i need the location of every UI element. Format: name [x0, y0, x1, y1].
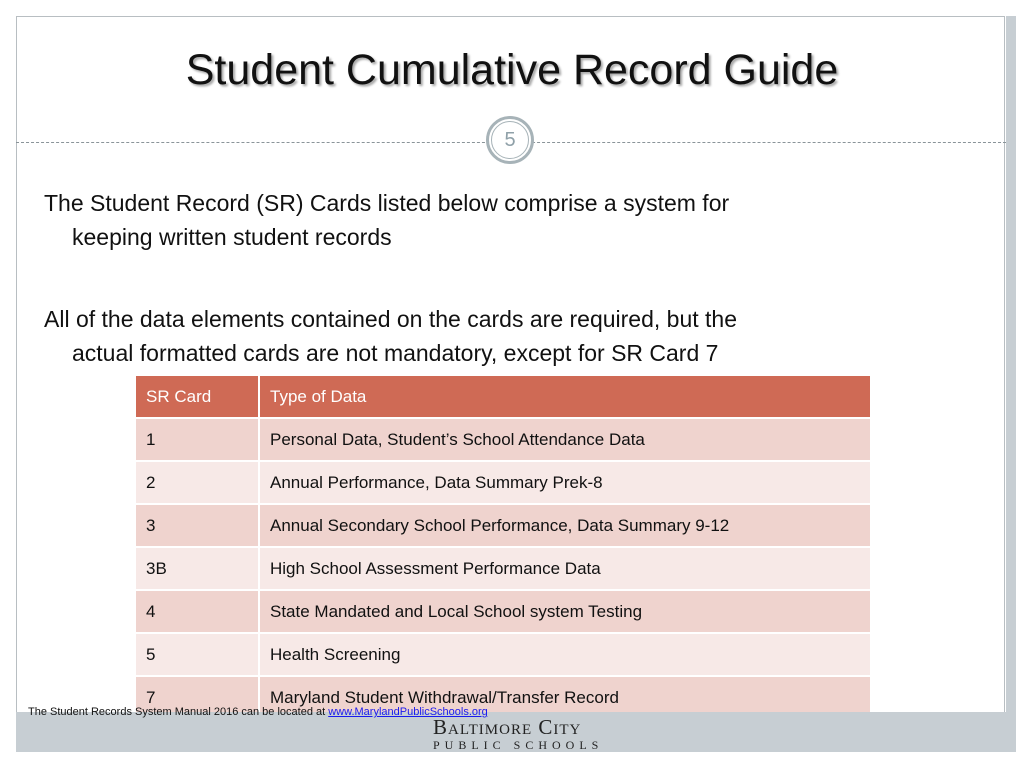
type-of-data-cell: High School Assessment Performance Data: [259, 547, 871, 590]
table-row: [135, 633, 871, 676]
paragraph-1-line-2: keeping written student records: [72, 224, 392, 250]
sr-card-cell: 5: [135, 633, 259, 676]
type-of-data-cell: Annual Performance, Data Summary Prek-8: [259, 461, 871, 504]
paragraph-2: [44, 302, 924, 370]
type-of-data-cell: Annual Secondary School Performance, Data Summary 9-12: [259, 504, 871, 547]
sr-card-cell: 2: [135, 461, 259, 504]
sr-card-table: [134, 374, 872, 720]
footnote-text: The Student Records System Manual 2016 can be located at: [28, 706, 329, 718]
paragraph-2-line-1: All of the data elements contained on the cards are required, but the: [44, 306, 737, 332]
header-sr-card: SR Card: [135, 375, 259, 418]
sr-card-cell: 3: [135, 504, 259, 547]
sr-card-cell: 7: [135, 676, 259, 719]
logo-line-1: Baltimore City: [433, 715, 582, 739]
table-row: [135, 504, 871, 547]
type-of-data-cell: Health Screening: [259, 633, 871, 676]
sr-card-cell: 4: [135, 590, 259, 633]
paragraph-1: [44, 186, 924, 254]
table-row: [135, 590, 871, 633]
sr-card-cell: 3B: [135, 547, 259, 590]
header-type-of-data: Type of Data: [259, 375, 871, 418]
type-of-data-cell: State Mandated and Local School system Testing: [259, 590, 871, 633]
table-row: [135, 547, 871, 590]
logo-line-2: PUBLIC SCHOOLS: [433, 738, 604, 752]
type-of-data-cell: Personal Data, Student’s School Attendance Data: [259, 418, 871, 461]
right-side-bar: [1006, 16, 1016, 752]
table-header-row: [135, 375, 871, 418]
type-of-data-cell: Maryland Student Withdrawal/Transfer Record: [259, 676, 871, 719]
paragraph-1-line-1: The Student Record (SR) Cards listed below comprise a system for: [44, 190, 730, 216]
maryland-schools-link[interactable]: www.MarylandPublicSchools.org: [328, 706, 488, 718]
footnote: [28, 706, 488, 718]
slide-number: 5: [491, 121, 529, 159]
table-row: [135, 418, 871, 461]
paragraph-2-line-2: actual formatted cards are not mandatory, except for SR Card 7: [72, 340, 719, 366]
baltimore-city-schools-logo: [433, 716, 603, 752]
sr-card-cell: 1: [135, 418, 259, 461]
table-row: [135, 461, 871, 504]
slide-title: Student Cumulative Record Guide: [185, 46, 839, 94]
slide-number-badge: [486, 116, 534, 164]
